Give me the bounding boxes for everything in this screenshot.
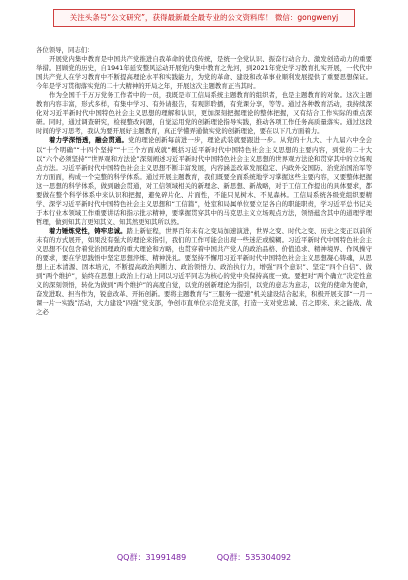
paragraph-text: 踏上新征程，世界百年未有之变局加速演进，世界之变、时代之变、历史之变正以前所未有的方式展开，如果没有强大的理论来指引，我们的工作可能会出现一些迷茫或模糊。习近平新时代中国特色社会主义思想不仅包含着党治国理政的重大理论和方略，也贯穿着中国共产党人的政治品格、价值追求、精神境界、作风操守的要求，要在学思践悟中坚定思想淬炼、精神洗礼。要坚持不懈用习近平新时代中国特色社会主义思想凝心铸魂，从思想上正本清源、固本培元，不断提高政治判断力、政治领悟力、政治执行力，增强“四个意识”、坚定“四个自信”、做到“两个维护”，始终在思想上政治上行动上同以习近平同志为核心的党中央保持高度一致。要把对“两个确立”决定性意义的深刻领悟，转化为做到“两个维护”的高度自觉，以党的创新理论为指引，以党的意志为意志，以党的使命为使命，奋发进取、担当作为，锐意改革、开拓创新。要将主题教育与“三服务一提速”机关建设结合起来，积极开展支部“一月一课一片一实践”活动，大力建设“四强”党支部，争创市直单位示范党支部，打造一支对党忠诚、召之即来、来之能战、战之必 (36, 226, 372, 317)
salutation: 各位领导，同志们： (36, 46, 94, 54)
footer (0, 552, 408, 563)
paragraph-text: 党的理论创新每前进一步，理论武装就要跟进一步。从党的十九大、十九届六中全会以“十个明确”“十四个坚持”“十三个方面成就”概括习近平新时代中国特色社会主义思想的主要内容，到党的二十大以“六个必须坚持”“世界观和方法论”深刻阐述习近平新时代中国特色社会主义思想的世界观方法论和贯穿其中的立场观点方法。习近平新时代中国特色社会主义思想不断丰富发展，内容涵盖改革发展稳定、内政外交国防、治党治国治军等方方面面，构成一个完整的科学体系。通过开展主题教育，我们既要全面系统地学习掌握这些主要内容，又要整体把握这一思想的科学体系，做到融会贯通，对工信领域相关的新理念、新思想、新战略，对于工信工作提出的具体要求，都要做在整个科学体系中来认识和把握，避免碎片化、片面性，不能只见树木、不见森林。工信局系统各级党组织要精学、深学习近平新时代中国特色社会主义思想和“工信篇”，处室和局属单位要立足各自的职能职责，学习近平总书记关于本行业本领域工作重要讲话和指示批示精神，要掌握贯穿其中的马克思主义立场观点方法，领悟蕴含其中的道理学理哲理，做到知其言更知其义、知其然更知其所以然。 (36, 136, 372, 226)
paragraph-text: 开展党内集中教育是中国共产党推进自我革命的优良传统，是统一全党认识、振奋行动合力、激发创造动力的重要举措。回顾党的历史，自1941年延安整风运动开展党内集中教育之先河，到2021年党史学习教育扎实开展，一代代中国共产党人在学习教育中不断提高理论水平和实践能力，为党的革命、建设和改革事业顺利发展提供了重要思想保证。今年是学习贯彻落实党的二十大精神的开局之年，开展这次主题教育正当其时。 (36, 55, 372, 91)
paragraph-heading: 着力学深悟透，融会贯通。 (49, 136, 129, 145)
paragraph (36, 227, 372, 317)
footer-qq-group-1: QQ群：31991489 (116, 553, 187, 562)
document-body (36, 46, 372, 542)
paragraph-text: 作为全国千千万万党务工作者中的一员，我既是市工信局系统主题教育的组织者，也是主题教育的对象。这次主题教育内容丰富，形式多样，有集中学习、有外请报告，有观影聆播，有党课分享，等等。通过各种教育活动，我持续深化对习近平新时代中国特色社会主义思想的理解和认识，更加深刻把握理论的整体把握，又有结合工作实际的重点深研。同时，通过调查研究，检视整改问题，自觉运用党的创新理论指导实践，推动各项工作任务高质量落实。通过这段时间的学习思考，我认为要开展好主题教育，真正学懂弄通做实党的创新理论，要在以下几方面着力。 (36, 91, 372, 136)
footer-qq-group-2: QQ群：535304092 (216, 553, 292, 562)
header-banner: 关注头条号“公文研究”，获得最新最全最专业的公文资料库！ 微信：gongwenyj (53, 9, 355, 27)
paragraph (36, 55, 372, 91)
paragraph (36, 136, 372, 226)
paragraph (36, 91, 372, 136)
paragraph-heading: 着力锤炼党性，铸牢忠诚。 (49, 226, 127, 235)
